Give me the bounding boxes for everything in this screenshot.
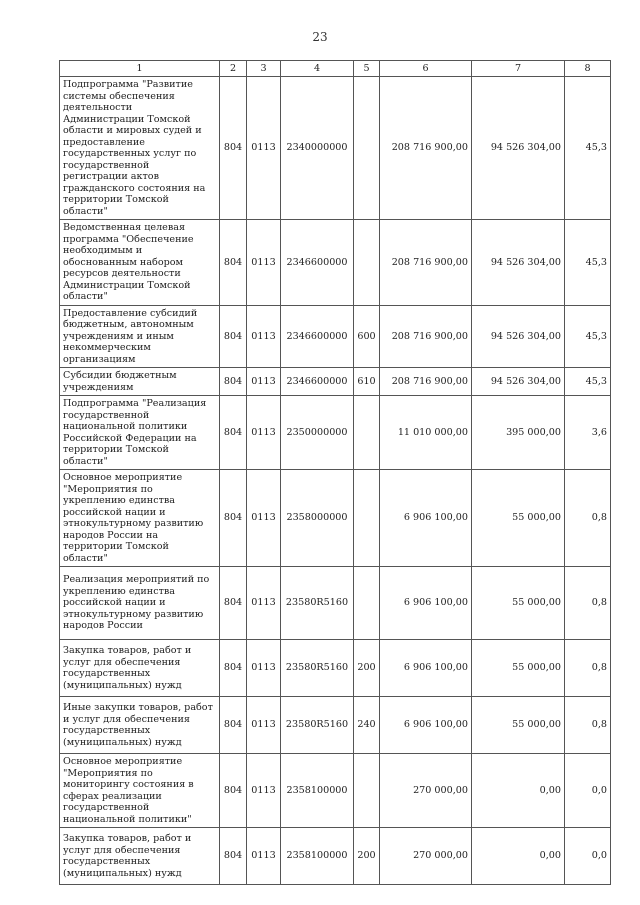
cell-section: 0113 bbox=[247, 470, 281, 567]
cell-ministry: 804 bbox=[220, 305, 247, 368]
cell-actual: 55 000,00 bbox=[472, 697, 565, 754]
cell-section: 0113 bbox=[247, 697, 281, 754]
cell-percent: 45,3 bbox=[565, 368, 611, 396]
cell-target-article: 2346600000 bbox=[281, 368, 354, 396]
cell-target-article: 2358000000 bbox=[281, 470, 354, 567]
cell-plan: 6 906 100,00 bbox=[380, 640, 472, 697]
cell-section: 0113 bbox=[247, 567, 281, 640]
cell-expense-type: 600 bbox=[354, 305, 380, 368]
table-row bbox=[60, 77, 611, 220]
cell-actual: 94 526 304,00 bbox=[472, 368, 565, 396]
cell-percent: 45,3 bbox=[565, 220, 611, 306]
cell-target-article: 2340000000 bbox=[281, 77, 354, 220]
cell-target-article: 2358100000 bbox=[281, 828, 354, 885]
cell-ministry: 804 bbox=[220, 220, 247, 306]
row-name: Субсидии бюджетным учреждениям bbox=[60, 368, 220, 396]
page-number: 23 bbox=[312, 30, 328, 44]
cell-expense-type bbox=[354, 396, 380, 470]
cell-actual: 55 000,00 bbox=[472, 640, 565, 697]
row-name: Подпрограмма "Развитие системы обеспечения деятельности Администрации Томской области и мировых судей и предоставление государственных услуг по государственной регистрации актов гражданского состояния на территории Томской области" bbox=[60, 77, 220, 220]
cell-section: 0113 bbox=[247, 368, 281, 396]
header-cell: 4 bbox=[281, 61, 354, 77]
cell-target-article: 23580R5160 bbox=[281, 640, 354, 697]
cell-expense-type: 200 bbox=[354, 640, 380, 697]
cell-percent: 0,8 bbox=[565, 697, 611, 754]
cell-percent: 45,3 bbox=[565, 305, 611, 368]
header-cell: 1 bbox=[60, 61, 220, 77]
cell-section: 0113 bbox=[247, 305, 281, 368]
cell-actual: 55 000,00 bbox=[472, 567, 565, 640]
table-row bbox=[60, 697, 611, 754]
cell-section: 0113 bbox=[247, 754, 281, 828]
cell-percent: 0,0 bbox=[565, 828, 611, 885]
cell-actual: 395 000,00 bbox=[472, 396, 565, 470]
table-row bbox=[60, 396, 611, 470]
cell-ministry: 804 bbox=[220, 640, 247, 697]
header-cell: 5 bbox=[354, 61, 380, 77]
row-name: Основное мероприятие "Мероприятия по мониторингу состояния в сферах реализации государственной национальной политики" bbox=[60, 754, 220, 828]
row-name: Закупка товаров, работ и услуг для обеспечения государственных (муниципальных) нужд bbox=[60, 828, 220, 885]
cell-actual: 94 526 304,00 bbox=[472, 220, 565, 306]
cell-expense-type bbox=[354, 754, 380, 828]
cell-expense-type bbox=[354, 220, 380, 306]
cell-percent: 45,3 bbox=[565, 77, 611, 220]
table-row bbox=[60, 220, 611, 306]
table-row bbox=[60, 305, 611, 368]
cell-expense-type bbox=[354, 470, 380, 567]
cell-percent: 0,8 bbox=[565, 640, 611, 697]
cell-plan: 6 906 100,00 bbox=[380, 697, 472, 754]
cell-actual: 94 526 304,00 bbox=[472, 305, 565, 368]
table-row bbox=[60, 470, 611, 567]
cell-expense-type bbox=[354, 567, 380, 640]
header-cell: 2 bbox=[220, 61, 247, 77]
cell-plan: 11 010 000,00 bbox=[380, 396, 472, 470]
row-name: Реализация мероприятий по укреплению единства российской нации и этнокультурному развитию народов России bbox=[60, 567, 220, 640]
header-cell: 6 bbox=[380, 61, 472, 77]
table-row bbox=[60, 368, 611, 396]
header-row bbox=[60, 61, 611, 77]
cell-actual: 0,00 bbox=[472, 754, 565, 828]
cell-plan: 270 000,00 bbox=[380, 754, 472, 828]
row-name: Подпрограмма "Реализация государственной национальной политики Российской Федерации на территории Томской области" bbox=[60, 396, 220, 470]
cell-expense-type bbox=[354, 77, 380, 220]
cell-actual: 0,00 bbox=[472, 828, 565, 885]
cell-expense-type: 610 bbox=[354, 368, 380, 396]
cell-expense-type: 200 bbox=[354, 828, 380, 885]
cell-ministry: 804 bbox=[220, 77, 247, 220]
cell-plan: 6 906 100,00 bbox=[380, 470, 472, 567]
cell-section: 0113 bbox=[247, 828, 281, 885]
cell-plan: 208 716 900,00 bbox=[380, 77, 472, 220]
cell-target-article: 23580R5160 bbox=[281, 567, 354, 640]
cell-plan: 208 716 900,00 bbox=[380, 368, 472, 396]
cell-percent: 0,8 bbox=[565, 470, 611, 567]
cell-target-article: 2350000000 bbox=[281, 396, 354, 470]
cell-target-article: 2358100000 bbox=[281, 754, 354, 828]
cell-section: 0113 bbox=[247, 640, 281, 697]
cell-ministry: 804 bbox=[220, 470, 247, 567]
row-name: Закупка товаров, работ и услуг для обеспечения государственных (муниципальных) нужд bbox=[60, 640, 220, 697]
row-name: Основное мероприятие "Мероприятия по укреплению единства российской нации и этнокультурному развитию народов России на территории Томской области" bbox=[60, 470, 220, 567]
cell-percent: 3,6 bbox=[565, 396, 611, 470]
cell-percent: 0,0 bbox=[565, 754, 611, 828]
table-row bbox=[60, 640, 611, 697]
cell-ministry: 804 bbox=[220, 396, 247, 470]
header-cell: 3 bbox=[247, 61, 281, 77]
cell-percent: 0,8 bbox=[565, 567, 611, 640]
cell-plan: 208 716 900,00 bbox=[380, 220, 472, 306]
cell-actual: 94 526 304,00 bbox=[472, 77, 565, 220]
cell-target-article: 23580R5160 bbox=[281, 697, 354, 754]
cell-ministry: 804 bbox=[220, 754, 247, 828]
table-row bbox=[60, 567, 611, 640]
budget-table bbox=[59, 60, 611, 885]
cell-section: 0113 bbox=[247, 77, 281, 220]
cell-actual: 55 000,00 bbox=[472, 470, 565, 567]
cell-target-article: 2346600000 bbox=[281, 220, 354, 306]
table-row bbox=[60, 828, 611, 885]
cell-ministry: 804 bbox=[220, 567, 247, 640]
row-name: Ведомственная целевая программа "Обеспечение необходимым и обоснованным набором ресурсов деятельности Администрации Томской области" bbox=[60, 220, 220, 306]
header-cell: 8 bbox=[565, 61, 611, 77]
cell-target-article: 2346600000 bbox=[281, 305, 354, 368]
cell-ministry: 804 bbox=[220, 697, 247, 754]
cell-ministry: 804 bbox=[220, 368, 247, 396]
cell-plan: 6 906 100,00 bbox=[380, 567, 472, 640]
row-name: Предоставление субсидий бюджетным, автономным учреждениям и иным некоммерческим организациям bbox=[60, 305, 220, 368]
cell-ministry: 804 bbox=[220, 828, 247, 885]
header-cell: 7 bbox=[472, 61, 565, 77]
cell-plan: 270 000,00 bbox=[380, 828, 472, 885]
cell-plan: 208 716 900,00 bbox=[380, 305, 472, 368]
cell-section: 0113 bbox=[247, 396, 281, 470]
cell-section: 0113 bbox=[247, 220, 281, 306]
table-row bbox=[60, 754, 611, 828]
cell-expense-type: 240 bbox=[354, 697, 380, 754]
row-name: Иные закупки товаров, работ и услуг для обеспечения государственных (муниципальных) нужд bbox=[60, 697, 220, 754]
